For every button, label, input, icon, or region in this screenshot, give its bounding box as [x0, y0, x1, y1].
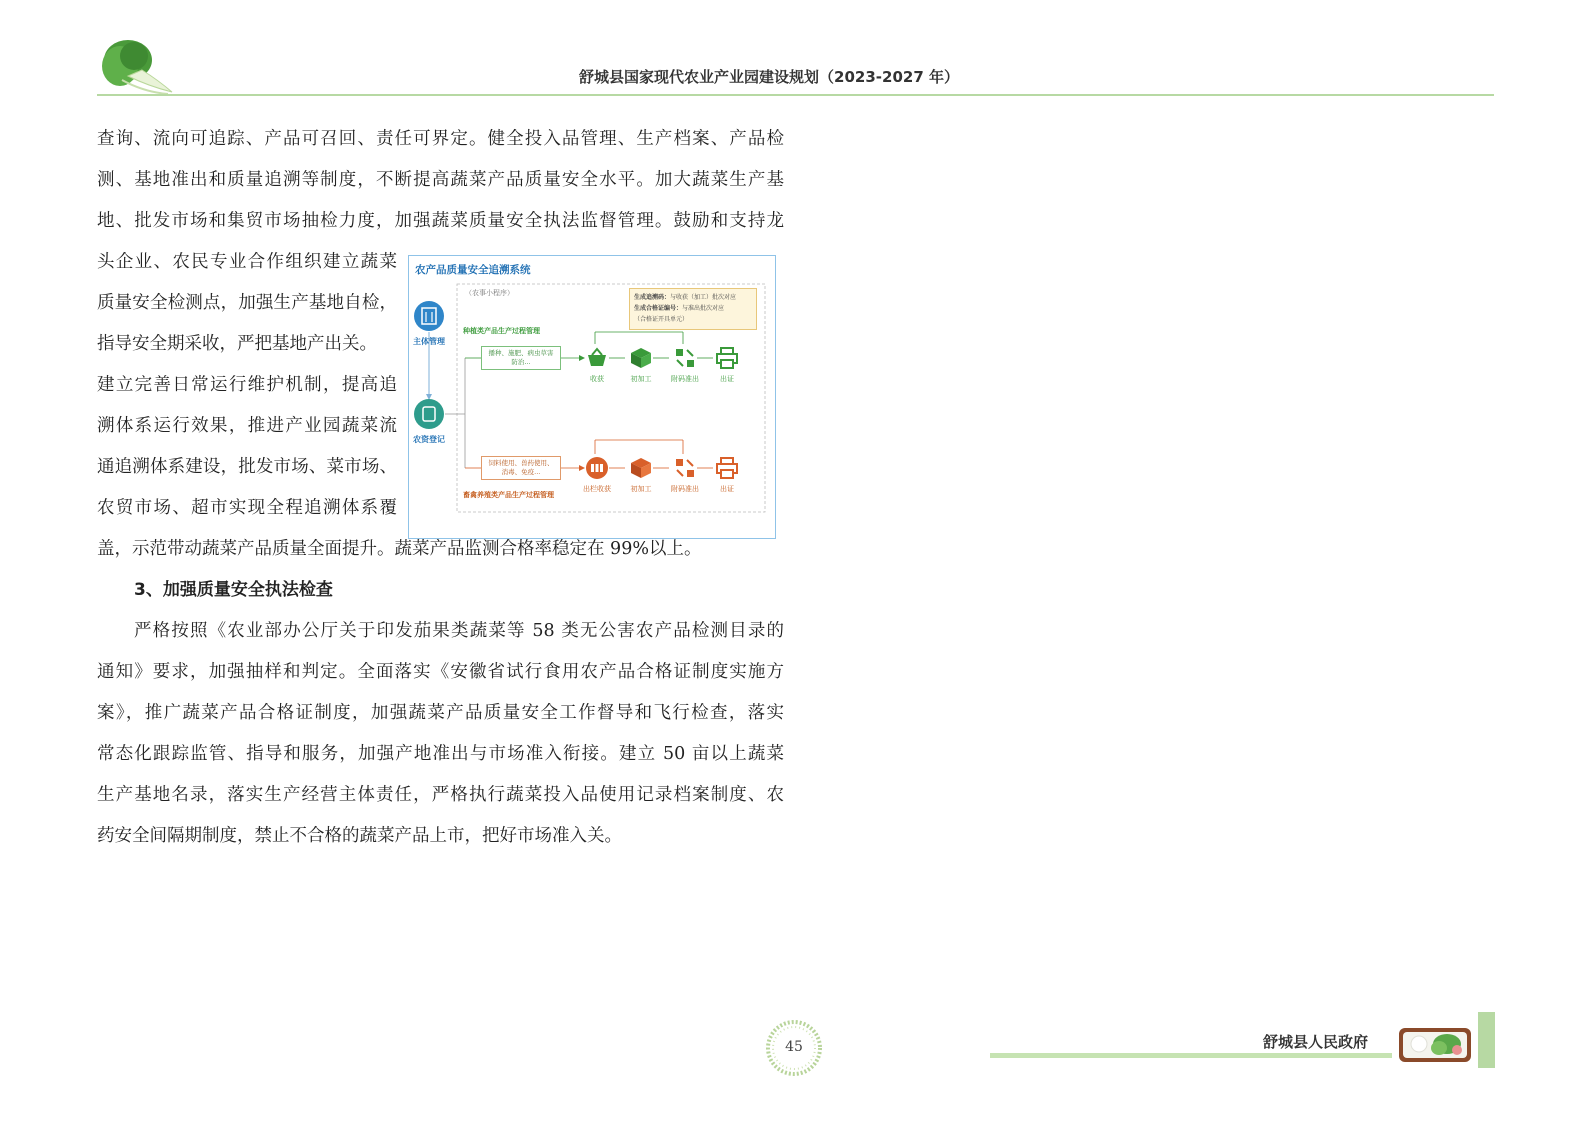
- vegetable-tray-icon: [1397, 1024, 1473, 1066]
- page-number: 45: [785, 1039, 803, 1055]
- body-line: 测、基地准出和质量追溯等制度，不断提高蔬菜产品质量安全水平。加大蔬菜生产基: [97, 170, 784, 190]
- page-number-badge: [763, 1018, 825, 1078]
- body-line: 通追溯体系建设，批发市场、菜市场、: [97, 457, 397, 477]
- bok-choy-icon: [98, 36, 176, 96]
- mini-program-label: （农事小程序）: [465, 289, 514, 297]
- section-heading: 3、加强质量安全执法检查: [134, 580, 333, 600]
- body-line: 头企业、农民专业合作组织建立蔬菜: [97, 252, 397, 272]
- agri-input-registration-label: 农资登记: [413, 435, 445, 444]
- body-line: 常态化跟踪监管、指导和服务，加强产地准出与市场准入衔接。建立 50 亩以上蔬菜: [97, 744, 784, 764]
- planting-process-label: 种植类产品生产过程管理: [463, 327, 540, 335]
- body-line: 药安全间隔期制度，禁止不合格的蔬菜产品上市，把好市场准入关。: [97, 826, 622, 846]
- note-line2: 与准出批次对应: [682, 305, 725, 312]
- header-divider: [97, 94, 1494, 96]
- body-line: 盖，示范带动蔬菜产品质量全面提升。蔬菜产品监测合格率稳定在 99%以上。: [97, 539, 702, 559]
- body-line: 通知》要求，加强抽样和判定。全面落实《安徽省试行食用农产品合格证制度实施方: [97, 662, 784, 682]
- body-line: 建立完善日常运行维护机制，提高追: [97, 375, 397, 395]
- body-line: 查询、流向可追踪、产品可召回、责任可界定。健全投入品管理、生产档案、产品检: [97, 129, 784, 149]
- document-header-title: 舒城县国家现代农业产业园建设规划（2023-2027 年）: [579, 68, 959, 86]
- footer-accent-bar: [1478, 1012, 1495, 1068]
- printer-icon: [715, 456, 739, 480]
- body-line: 指导安全期采收，严把基地产出关。: [97, 334, 377, 354]
- body-line: 严格按照《农业部办公厅关于印发茄果类蔬菜等 58 类无公害农产品检测目录的: [134, 621, 784, 641]
- box-icon: [629, 456, 653, 480]
- diagram-title: 农产品质量安全追溯系统: [415, 264, 531, 276]
- planting-step-code-release: 附码准出: [671, 375, 699, 383]
- footer-divider: [990, 1053, 1392, 1058]
- planting-step-processing: 初加工: [630, 375, 652, 383]
- planting-activity-box: 播种、施肥、病虫草害防治...: [481, 346, 561, 370]
- qr-scan-icon: [673, 346, 697, 370]
- traceability-note: [629, 288, 757, 330]
- livestock-activity-box: 饲料使用、兽药使用、消毒、免疫...: [481, 456, 561, 480]
- note-line3: （合格证开具单元）: [634, 316, 689, 323]
- printer-icon: [715, 346, 739, 370]
- box-icon: [629, 346, 653, 370]
- body-line: 质量安全检测点，加强生产基地自检，: [97, 293, 397, 313]
- note-line1-bold: 生成追溯码：: [634, 294, 671, 301]
- body-line: 地、批发市场和集贸市场抽检力度，加强蔬菜质量安全执法监督管理。鼓励和支持龙: [97, 211, 784, 231]
- planting-step-harvest: 收获: [590, 375, 604, 383]
- livestock-process-label: 畜禽养殖类产品生产过程管理: [463, 491, 554, 499]
- body-line: 生产基地名录，落实生产经营主体责任，严格执行蔬菜投入品使用记录档案制度、农: [97, 785, 784, 805]
- livestock-step-processing: 初加工: [630, 485, 652, 493]
- footer-organization: 舒城县人民政府: [1263, 1033, 1369, 1051]
- basket-icon: [585, 346, 609, 370]
- livestock-step-code-release: 附码准出: [671, 485, 699, 493]
- livestock-step-certificate: 出证: [720, 485, 734, 493]
- note-line2-bold: 生成合格证编号：: [634, 305, 683, 312]
- traceability-diagram: [408, 255, 776, 539]
- livestock-step-harvest: 出栏收获: [583, 485, 611, 493]
- body-line: 案》，推广蔬菜产品合格证制度，加强蔬菜产品质量安全工作督导和飞行检查，落实: [97, 703, 784, 723]
- note-line1: 与收获（加工）批次对应: [670, 294, 737, 301]
- livestock-pen-icon: [585, 456, 609, 480]
- body-line: 溯体系运行效果，推进产业园蔬菜流: [97, 416, 397, 436]
- body-line: 农贸市场、超市实现全程追溯体系覆: [97, 498, 397, 518]
- subject-management-label: 主体管理: [413, 337, 445, 346]
- planting-step-certificate: 出证: [720, 375, 734, 383]
- qr-scan-icon: [673, 456, 697, 480]
